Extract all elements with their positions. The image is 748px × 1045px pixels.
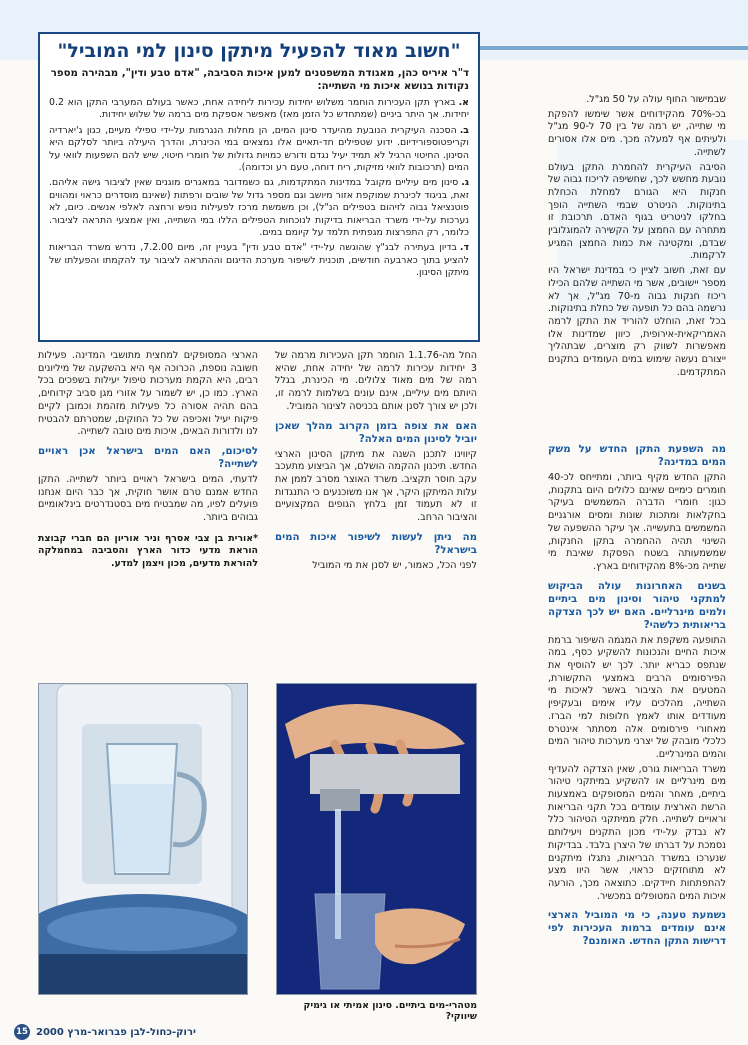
paragraph: בכ-70% מהקידוחים אשר שימשו להפקת מי שתייה, יש רמה של בין 70 ל-90 מג"ל ולעיתים אף למעלה מכך. מים אלו אסורים לשתייה.	[548, 108, 726, 158]
paragraph: החל מה-1.1.76 הוחמר תקן העכירות מרמה של 3 יחידות עכירות לרמה של יחידה אחת, שהיא רמה של מים מאוד צלולים. מי הכינרת, בגלל היותם מים עיליים, אינם עונים בשלמות לרמה זו, ולכן יש צורך לסנן אותם בכניסה לצינור המוביל.	[275, 350, 477, 412]
sidebar-item-text: סינון מים עיליים מקובל במדינות המתקדמות, גם כשמדובר במאגרים מוגנים שאין לציבור גישה אליהם. זאת, בניגוד לכינרת שמוקפת אזור מיושב וגם מספר גדול של שובים ורפתות (שאינם מוסדרים כראוי ומהווים פוטנציאל גבוה לזיהום בטפילים הנ"ל), וכן משמשת מרכז לפעילות נופש ורחצה לאלפי אנשים. כיום, לא נערכות על-ידי משרד הבריאות בדיקות לנוכחות הטפילים הללו במי השתייה, ואין אמצעי התראה לציבור. כלומר, רק התפרצות מגפתית תלמד על קיומם במים.	[49, 177, 469, 239]
paragraph: הארצי המסופקים למחצית מתושבי המדינה. פעילות חשובה נוספת, הכרוכה אף היא בהשקעה של מיליונים רבים, היא הקמת מערכות טיפול יעילות בשפכים בכל הארץ. כמו כן, יש לשמור על אזורי מגן סביב קידוחים, בהם תהיה אסורה כל פעילות מזהמת וכמובן לקיים פיקוח יעיל ואכיפה של כל החוקים, שמטרתם להבטיח לנו ולדורות הבאים, איכות מים טובה לשתייה.	[38, 350, 258, 438]
left-column	[38, 350, 258, 680]
sidebar-box	[38, 32, 480, 342]
sidebar-item-marker: א.	[458, 97, 469, 108]
sidebar-item-marker: ג.	[461, 177, 469, 189]
paragraph: לדעתי, המים בישראל ראויים ביותר לשתייה. התקן החדש אמנם טרם אושר חוקית, אך כבר היום אנחנו פועלים לפיו, מה שמבטיח מים בסטנדרטים בינלאומיים גבוהים ביותר.	[38, 473, 258, 524]
sidebar-item	[49, 97, 469, 122]
paragraph: עם זאת, חשוב לציין כי במדינת ישראל היו מספר יישובים, אשר מי השתייה שלהם הכילו ריכוז חנקות גבוה מ-70 מג"ל, אך לא נרשמה בהם כל תופעה של כחלת בתינוקות. בכל זאת, הוחלט להוריד את התקן לרמה האמריקאית-אירופית, כיוון שמדינות אלו מאפשרות לשווק רק מוצרים, שבתהליך ייצורם נעשה שימוש במים העומדים בתקנים המתקדמים.	[548, 265, 726, 378]
water-dispenser-illustration	[38, 684, 247, 995]
sidebar-item-text: בדיון בעתירה לבג"ץ שהוגשה על-ידי "אדם טבע ודין" בעניין זה, מיום 7.2.00, נדרש משרד הבריאות להציע בתוך כארבעה חודשים, תוכנית לשיפור מערכת הדיגום וההתראה לציבור עד להקמתו והפעלתו של מיתקן הסינון.	[49, 242, 469, 279]
magazine-name: ירוק-כחול-לבן פברואר-מרץ 2000	[36, 1026, 196, 1038]
paragraph: התקן החדש מקיף ביותר, ומתייחס לכ-40 חומרים כימיים שאינם כלולים היום בתקנות, כגון: חומרי הדברה המשמשים בעיקר בחקלאות ומתכות שונות ומסים אורגניים המשמשים בתעשייה. אך עיקר ההשפעה של השינוי תהיה ההחמרה בתקן החנקות, שמשמעותה בשטח הפסקת שאיבת מי שתייה מכ-8% מהקידוחים בארץ.	[548, 472, 726, 572]
tap-water-illustration	[276, 684, 476, 995]
paragraph: שבמישור החוף עולה על 50 מג"ל.	[586, 94, 726, 105]
sidebar-item	[49, 177, 469, 239]
sidebar-item-text: הסכנה העיקרית הנובעת מהיעדר סינון המים, הן מחלות הנגרמות על-ידי טפילי מעיים, כגון ג'יארדיה וקריפטוספורידיום. ידוע שטפילים חד-תאיים אלו נמצאים במי הכינרת, והדרך היעילה ביותר לסלקם היא הסינון. החיטוי הרגיל לא תמיד יעיל נגדם ודורש כמויות גדולות של חומרי חיטוי, שיש להם השפעות לוואי על המים (תרכובות לוואי מזיקות, ריח דוחה, טעם רע וכדומה).	[49, 124, 469, 174]
sidebar-item	[49, 242, 469, 279]
paragraph: התופעה משקפת את המגמה השיפור ברמת איכות החיים והנכונות להשקיע כסף, במה שנתפס כבריא יותר. לכך יש להוסיף את הפירסומים הרבים באמצעי התקשורת, המטעים את הציבור באשר לאיכות מי השתייה, מהלכים עליו אימים ובעקיפין מעודדים אותו לאמץ חלופות למי הברז. מאחורי פירסומים אלה מסתתר אינטרס כלכלי מובהק של יצרני מערכות טיהור המים והמים המינרליים.	[548, 634, 726, 760]
water-dispenser-photo	[38, 683, 248, 995]
page-footer	[14, 1024, 196, 1040]
sidebar-title: "חשוב מאוד להפעיל מיתקן סינון למי המוביל"	[57, 40, 461, 62]
question-heading: נשמעת טענה, כי מי המוביל הארצי אינם עומדים ברמות העכירות לפי דרישות התקן החדש. האומנם?	[548, 910, 726, 948]
question-heading: מה ניתן לעשות לשיפור איכות המים בישראל?	[275, 531, 477, 556]
sidebar-item	[49, 125, 469, 175]
tap-water-photo	[276, 683, 477, 995]
photo-caption: מטהרי-מים ביתיים. סינון אמיתי או גימיק שיווקי?	[303, 1000, 477, 1022]
paragraph: משרד הבריאות גורס, שאין הצדקה להעדיף מים מינרליים או להשקיע במיתקני טיהור ביתיים, מאחר והמים המסופקים באמצעות הרשת הארצית עומדים בכל תקני הבריאות וראויים לשתייה. חלק ממיתקני הטיהור כלל לא נבדק על-ידי מכון התקנים ויעילותם נסמכת על דברתו של היצרן בלבד. בבדיקות שנערכו במשרד הבריאות, נתגלו מיתקנים לא מתוחזקים כראוי, אשר היוו מצע להתפתחות חיידקים. כתוצאה מכך, הורעה איכות המים המטופלים במכשיר.	[548, 763, 726, 902]
author-credits: *אורית בן צבי אסרף וניר אוריון הם חברי קבוצת הוראת מדעי כדור הארץ והסביבה במחמלקה להוראת מדעים, מכון ויצמן למדע.	[38, 532, 258, 569]
question-heading: מה השפעת התקן החדש על משק המים במדינה?	[548, 444, 726, 468]
paragraph: הסיבה העיקרית להחמרת התקן בעולם נובעת מחשש לכך, שחשיפה לריכוז גבוה של חנקות היא הגורם למחלת הכחלת בתינוקות. הניטרט שבמי השתייה הופך בחלקו לניטריט בגוף האדם. תרכובת זו מתחרה עם החמצן על הקשירה להמוגלובין שבדם, ומקטינה את כמות החמצן המגיע לרקמות.	[548, 161, 726, 262]
paragraph: קיווינו לתכנן השנה את מיתקן הסינון הארצי החדש. תיכנון ההקמה הושלם, אך הביצוע מתעכב עקב חוסר תקציב. משרד האוצר מסרב לממן את עלות המיתקן היקר, אך אנו משוכנעים כי התנגדות זו לא תעמוד זמן בלחץ הגופים המקצועיים והציבור הרחב.	[275, 448, 477, 524]
right-column-top	[548, 94, 726, 434]
page-number: 15	[14, 1024, 30, 1040]
sidebar-list	[49, 97, 469, 280]
question-heading: האם את צופה בזמן הקרוב מהלך שאכן יוביל לסינון המים האלה?	[275, 420, 477, 445]
paragraph: לפני הכל, כאמור, יש לסנן את מי המוביל	[312, 559, 477, 571]
sidebar-intro: ד"ר איריס כהן, מאגודת המשפטנים למען איכות הסביבה, "אדם טבע ודין", מבהירה מספר נקודות בנושא איכות מי השתייה:	[50, 68, 469, 92]
right-column-bottom	[548, 437, 726, 1007]
question-heading: בשנים האחרונות עולה הביקוש למתקני טיהור וסינון מים ביתיים ולמים מינרליים. האם יש לכך הצדקה בריאותית כלשהי?	[548, 580, 726, 631]
sidebar-item-marker: ב.	[459, 124, 469, 136]
question-heading: לסיכום, האם המים בישראל אכן ראויים לשתייה?	[38, 445, 258, 470]
sidebar-item-marker: ד.	[459, 242, 469, 254]
sidebar-item-text: בארץ תקן העכירות הוחמר משלוש יחידות עכירות ליחידה אחת, כאשר בעולם המערבי התקן הוא 0.2 יחידות. אך היתר ביניים (שמתחדש כל הזמן מאז) מאפשר אספקת מים ברמה של שלוש יחידות.	[49, 97, 469, 121]
middle-column	[275, 350, 477, 680]
